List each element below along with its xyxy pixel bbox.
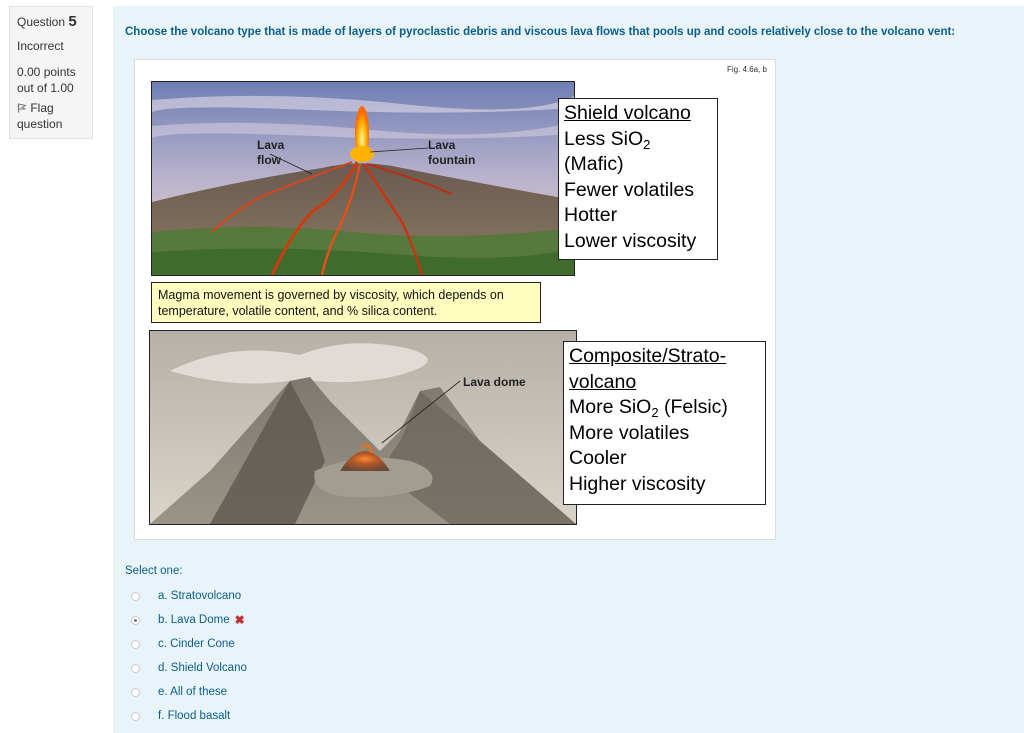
- answer-option-e[interactable]: [131, 680, 247, 704]
- grade-points: 0.00 points: [17, 65, 76, 79]
- answer-option-d[interactable]: [131, 656, 247, 680]
- question-grade: [17, 64, 92, 96]
- question-number: [17, 13, 92, 30]
- lava-dome-label: Lava dome: [463, 375, 526, 389]
- answer-option-a[interactable]: [131, 584, 247, 608]
- question-state: Incorrect: [17, 39, 64, 53]
- figure-caption: Magma movement is governed by viscosity, which depends on temperature, volatile content, and % silica content.: [151, 282, 541, 323]
- composite-title-line1: Composite/Strato-: [569, 345, 727, 367]
- composite-title-line2: volcano: [569, 370, 637, 393]
- flag-label-question: question: [17, 117, 63, 131]
- shield-volcano-info-box: [558, 98, 718, 260]
- flag-icon: [17, 101, 27, 111]
- composite-volcano-image: [149, 330, 577, 525]
- question-info-panel: [9, 6, 93, 139]
- shield-volcano-title: Shield volcano: [564, 102, 691, 124]
- answer-option-b[interactable]: [131, 608, 247, 632]
- composite-volatiles-line: More volatiles: [569, 421, 690, 444]
- answer-option-c[interactable]: [131, 632, 247, 656]
- question-content: [113, 6, 1024, 733]
- answer-option-label: a. Stratovolcano: [158, 590, 242, 602]
- flag-question-button[interactable]: [17, 100, 92, 132]
- answer-option-f[interactable]: [131, 704, 247, 728]
- answer-option-label: c. Cinder Cone: [158, 638, 235, 650]
- select-one-label: Select one:: [125, 565, 183, 577]
- answer-option-label: b. Lava Dome: [158, 614, 230, 626]
- flag-label: Flag: [30, 101, 54, 115]
- figure-label: Fig. 4.6a, b: [726, 65, 767, 74]
- answer-options: [131, 584, 247, 728]
- shield-volcano-image: [151, 81, 575, 276]
- composite-viscosity-line: Higher viscosity: [569, 472, 706, 495]
- shield-mafic-line: (Mafic): [564, 153, 624, 175]
- shield-volatiles-line: Fewer volatiles: [564, 178, 695, 201]
- composite-temp-line: Cooler: [569, 447, 627, 469]
- radio-e[interactable]: [131, 688, 140, 697]
- shield-viscosity-line: Lower viscosity: [564, 229, 697, 252]
- question-label: Question: [17, 15, 66, 29]
- question-figure: [134, 59, 776, 540]
- answer-option-label: d. Shield Volcano: [158, 662, 247, 674]
- lava-fountain-label: Lava fountain: [428, 138, 476, 167]
- shield-temp-line: Hotter: [564, 204, 618, 226]
- answer-option-label: f. Flood basalt: [158, 710, 231, 722]
- radio-d[interactable]: [131, 664, 140, 673]
- shield-sio2-line: Less SiO$_2$: [564, 127, 651, 152]
- question-text: Choose the volcano type that is made of layers of pyroclastic debris and viscous lava flows that pools up and cools relatively close to the volcano vent:: [125, 26, 956, 38]
- radio-c[interactable]: [131, 640, 140, 649]
- radio-a[interactable]: [131, 592, 140, 601]
- radio-f[interactable]: [131, 712, 140, 721]
- composite-volcano-info-box: [563, 341, 766, 505]
- radio-b[interactable]: [131, 616, 140, 625]
- lava-flow-label: Lava flow: [257, 138, 285, 167]
- question-number-value: 5: [68, 13, 77, 30]
- grade-out-of: out of 1.00: [17, 81, 74, 95]
- answer-option-label: e. All of these: [158, 686, 228, 698]
- composite-sio2-line: More SiO$_2$ (Felsic): [569, 396, 728, 420]
- cross-icon: ✖: [234, 613, 245, 627]
